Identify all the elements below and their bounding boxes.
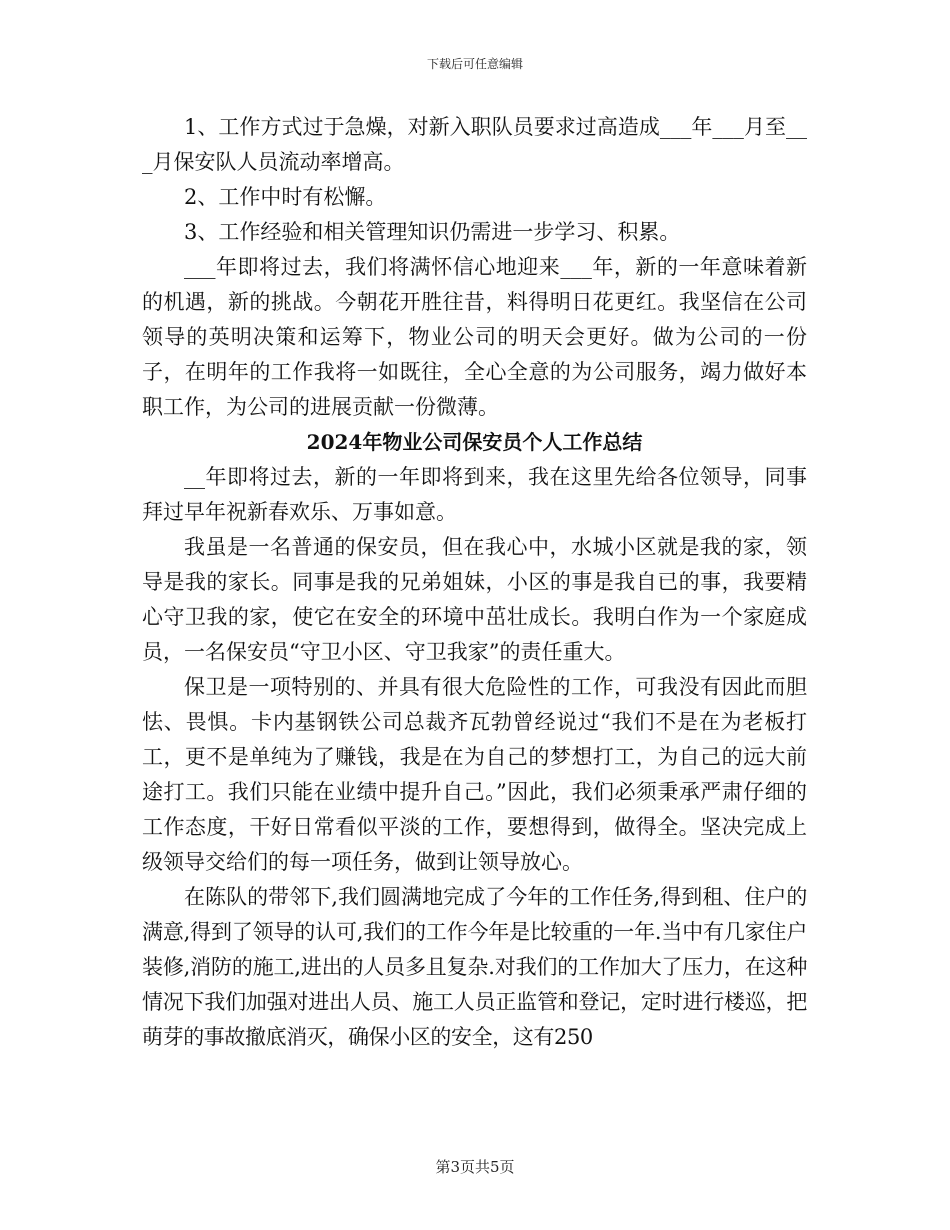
page-footer: 第3页共5页 <box>435 1158 515 1176</box>
paragraph: __年即将过去，新的一年即将到来，我在这里先给各位领导，同事拜过早年祝新春欢乐、万事如意。 <box>142 465 807 524</box>
paragraph: 2、工作中时有松懈。 <box>184 185 387 209</box>
section-title: 2024年物业公司保安员个人工作总结 <box>306 430 643 454</box>
paragraph: 我虽是一名普通的保安员，但在我心中，水城小区就是我的家，领导是我的家长。同事是我的兄弟姐妹，小区的事是我自已的事，我要精心守卫我的家，使它在安全的环境中茁壮成长。我明白作为一个家庭成员，一名保安员“守卫小区、守卫我家”的责任重大。 <box>142 535 807 664</box>
document-body <box>142 110 807 1055</box>
paragraph: 保卫是一项特别的、并具有很大危险性的工作，可我没有因此而胆怯、畏惧。卡内基钢铁公司总裁齐瓦勃曾经说过“我们不是在为老板打工，更不是单纯为了赚钱，我是在为自己的梦想打工，为自己的远大前途打工。我们只能在业绩中提升自己。”因此，我们必须秉承严肃仔细的工作态度，干好日常看似平淡的工作，要想得到，做得全。坚决完成上级领导交给们的每一项任务，做到让领导放心。 <box>142 675 807 874</box>
paragraph: 在陈队的带邻下,我们圆满地完成了今年的工作任务,得到租、住户的满意,得到了领导的认可,我们的工作今年是比较重的一年.当中有几家住户装修,消防的施工,进出的人员多且复杂.对我们的工作加大了压力，在这种情况下我们加强对进出人员、施工人员正监管和登记，定时进行楼巡，把萌芽的事故撤底消灭，确保小区的安全，这有250 <box>142 885 807 1049</box>
page-header: 下载后可任意编辑 <box>426 57 523 71</box>
paragraph: 3、工作经验和相关管理知识仍需进一步学习、积累。 <box>184 220 681 244</box>
paragraph: ___年即将过去，我们将满怀信心地迎来___年，新的一年意味着新的机遇，新的挑战。今朝花开胜往昔，料得明日花更红。我坚信在公司领导的英明决策和运筹下，物业公司的明天会更好。做为公司的一份子，在明年的工作我将一如既往，全心全意的为公司服务，竭力做好本职工作，为公司的进展贡献一份微薄。 <box>142 255 807 419</box>
paragraph: 1、工作方式过于急燥，对新入职队员要求过高造成___年___月至___月保安队人员流动率增高。 <box>142 115 807 174</box>
